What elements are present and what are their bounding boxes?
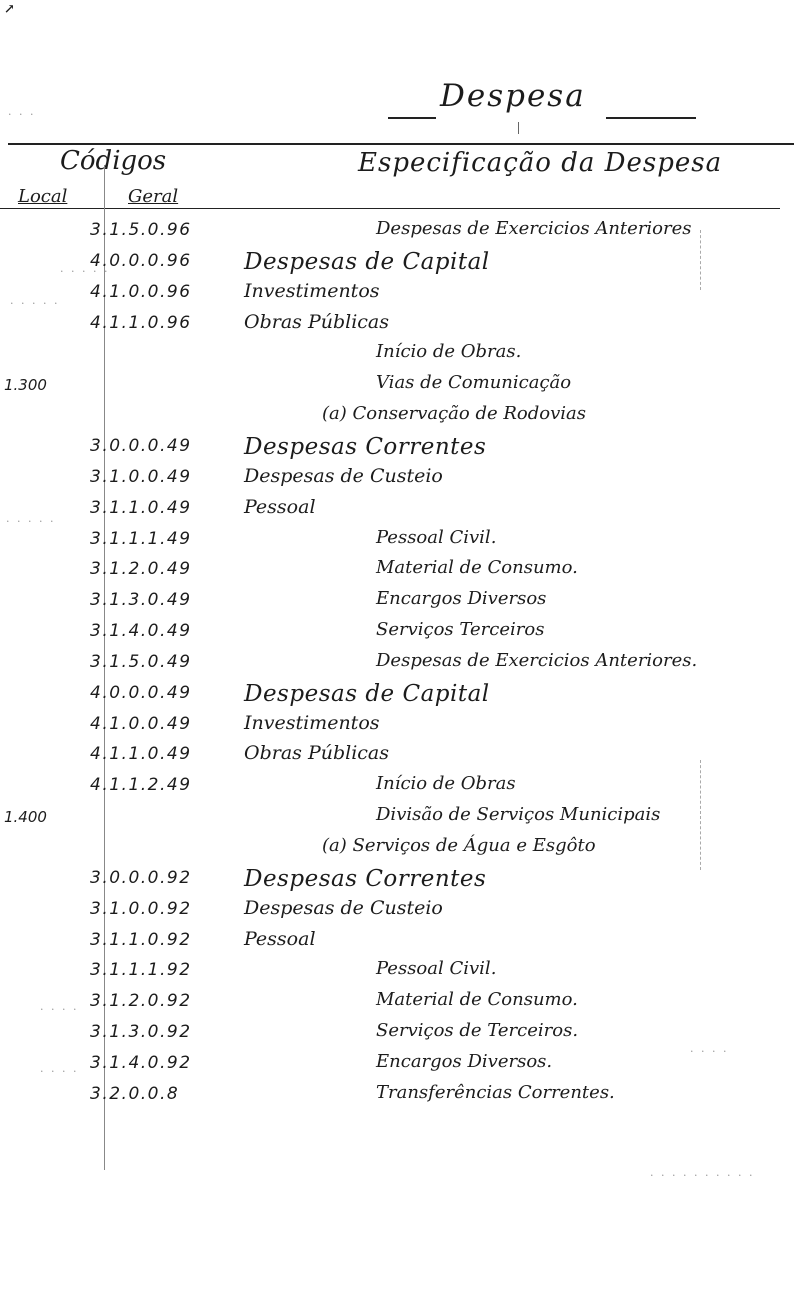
expense-specification: Encargos Diversos. — [376, 1050, 553, 1072]
table-row — [0, 989, 800, 1019]
expense-specification: Obras Públicas — [244, 310, 389, 333]
table-row — [0, 280, 800, 310]
margin-dots: . . . . — [690, 1042, 729, 1055]
corner-mark-icon: ↗ — [4, 2, 15, 17]
table-row — [0, 249, 800, 279]
table-row — [0, 1020, 800, 1050]
expense-specification: Transferências Correntes. — [376, 1081, 615, 1103]
expense-specification: Investimentos — [244, 711, 380, 734]
margin-dots: . . . . — [40, 1062, 79, 1075]
margin-dots: · · · — [8, 108, 36, 121]
expense-specification: Despesas de Custeio — [244, 464, 443, 487]
header-top-rule — [8, 143, 794, 145]
expense-specification: (a) Conservação de Rodovias — [322, 403, 587, 425]
margin-dots: . . . . . . . . . . — [650, 1166, 755, 1179]
expense-specification: Serviços de Terceiros. — [376, 1020, 579, 1042]
table-row — [0, 804, 800, 834]
expense-specification: Despesas de Exercicios Anteriores — [376, 218, 692, 239]
expense-specification: Material de Consumo. — [376, 557, 578, 579]
header-bottom-rule — [0, 208, 780, 209]
expense-specification: Início de Obras. — [376, 341, 522, 363]
expense-specification: Pessoal — [244, 495, 316, 518]
table-row — [0, 1082, 800, 1112]
general-code: 3.1.3.0.92 — [90, 1022, 192, 1043]
expense-specification: Despesas de Capital — [244, 248, 490, 275]
general-code: 3.1.0.0.49 — [90, 466, 192, 487]
table-row — [0, 866, 800, 896]
expense-specification: Serviços Terceiros — [376, 619, 545, 641]
table-row — [0, 218, 800, 248]
table-row — [0, 835, 800, 865]
expense-specification: Pessoal Civil. — [376, 958, 497, 980]
table-row — [0, 897, 800, 927]
general-code: 3.1.5.0.49 — [90, 651, 192, 672]
title-underline-right — [606, 117, 696, 119]
expense-specification: (a) Serviços de Água e Esgôto — [322, 835, 596, 856]
general-code: 3.1.1.1.92 — [90, 960, 192, 981]
table-row — [0, 527, 800, 557]
general-code: 3.1.1.0.92 — [90, 929, 192, 950]
table-row — [0, 557, 800, 587]
table-row — [0, 742, 800, 772]
table-row — [0, 434, 800, 464]
title-underline-left — [388, 117, 436, 119]
general-code: 3.1.2.0.49 — [90, 559, 192, 580]
general-code: 3.1.1.1.49 — [90, 528, 192, 549]
general-code: 3.2.0.0.8 — [90, 1083, 180, 1104]
table-row — [0, 588, 800, 618]
expense-specification: Pessoal — [244, 927, 316, 950]
header-local: Local — [18, 186, 68, 207]
table-row — [0, 650, 800, 680]
expense-specification: Material de Consumo. — [376, 989, 578, 1011]
table-row — [0, 928, 800, 958]
margin-dots: . . . . . — [6, 512, 56, 525]
general-code: 4.1.1.0.96 — [90, 312, 192, 333]
local-code: 1.400 — [4, 808, 47, 827]
general-code: 3.1.4.0.92 — [90, 1052, 192, 1073]
header-especificacao: Especificação da Despesa — [358, 148, 723, 178]
general-code: 3.1.4.0.49 — [90, 621, 192, 642]
table-row — [0, 403, 800, 433]
expense-specification: Encargos Diversos — [376, 588, 547, 610]
general-code: 3.1.0.0.92 — [90, 898, 192, 919]
general-code: 4.1.0.0.96 — [90, 281, 192, 302]
expense-specification: Obras Públicas — [244, 742, 389, 765]
table-row — [0, 681, 800, 711]
table-row — [0, 712, 800, 742]
expense-specification: Despesas Correntes — [244, 433, 487, 460]
expense-specification: Despesas de Capital — [244, 680, 490, 707]
table-row — [0, 341, 800, 371]
general-code: 4.1.0.0.49 — [90, 713, 192, 734]
general-code: 3.1.2.0.92 — [90, 991, 192, 1012]
general-code: 4.0.0.0.49 — [90, 682, 192, 703]
general-code: 3.1.5.0.96 — [90, 220, 192, 240]
page-title: Despesa — [440, 78, 586, 114]
local-code: 1.300 — [4, 376, 47, 395]
table-row — [0, 465, 800, 495]
table-row — [0, 372, 800, 402]
general-code: 4.0.0.0.96 — [90, 250, 192, 271]
table-row — [0, 619, 800, 649]
table-row — [0, 958, 800, 988]
table-row — [0, 1051, 800, 1081]
general-code: 4.1.1.0.49 — [90, 744, 192, 765]
expense-specification: Despesas de Custeio — [244, 896, 443, 919]
header-geral: Geral — [128, 186, 179, 207]
expense-specification: Despesas Correntes — [244, 865, 487, 892]
expense-specification: Despesas de Exercicios Anteriores. — [376, 649, 698, 671]
general-code: 3.1.3.0.49 — [90, 590, 192, 611]
general-code: 3.0.0.0.49 — [90, 435, 192, 456]
general-code: 3.0.0.0.92 — [90, 867, 192, 888]
general-code: 3.1.1.0.49 — [90, 497, 192, 518]
table-row — [0, 311, 800, 341]
header-codigos: Códigos — [60, 146, 167, 176]
general-code: 4.1.1.2.49 — [90, 775, 192, 796]
margin-dots: . . . . — [40, 1000, 79, 1013]
title-tick — [518, 122, 519, 134]
table-row — [0, 773, 800, 803]
expense-specification: Vias de Comunicação — [376, 372, 572, 394]
expense-specification: Investimentos — [244, 279, 380, 302]
margin-dots: . . . . . — [10, 294, 60, 307]
expense-specification: Pessoal Civil. — [376, 526, 497, 548]
expense-specification: Início de Obras — [376, 773, 516, 795]
table-row — [0, 496, 800, 526]
margin-dots: . . . . . — [60, 262, 110, 275]
expense-specification: Divisão de Serviços Municipais — [376, 804, 661, 826]
